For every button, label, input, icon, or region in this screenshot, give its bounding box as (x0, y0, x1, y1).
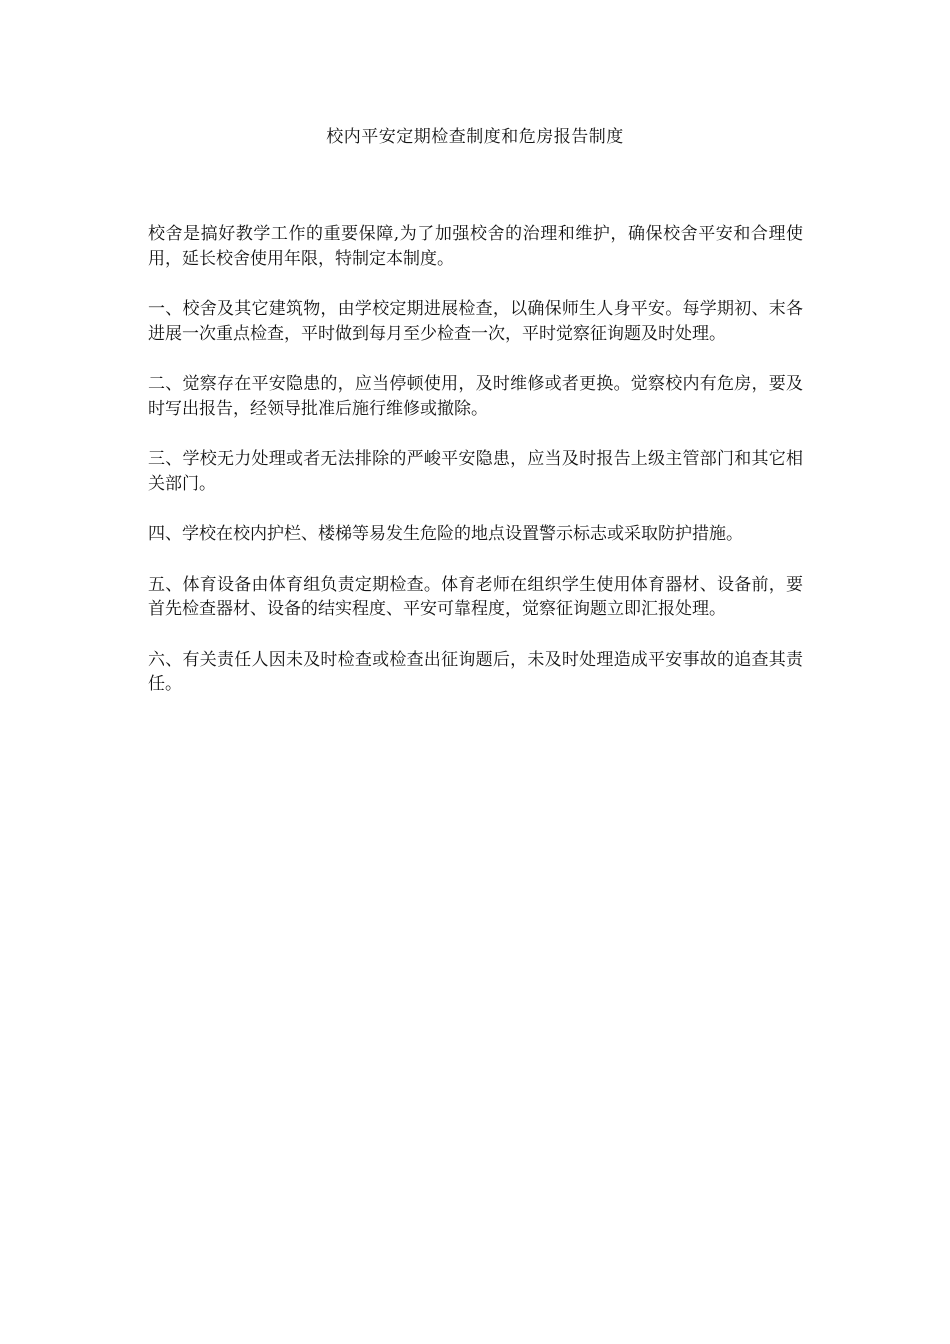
document-body (148, 222, 803, 723)
clause-4-paragraph: 四、学校在校内护栏、楼梯等易发生危险的地点设置警示标志或采取防护措施。 (148, 524, 743, 544)
document-title: 校内平安定期检查制度和危房报告制度 (326, 127, 624, 147)
clause-3-paragraph: 三、学校无力处理或者无法排除的严峻平安隐患，应当及时报告上级主管部门和其它相关部门。 (148, 449, 803, 494)
clause-5-paragraph: 五、体育设备由体育组负责定期检查。体育老师在组织学生使用体育器材、设备前，要首先检查器材、设备的结实程度、平安可靠程度，觉察征询题立即汇报处理。 (148, 574, 803, 619)
clause-1-paragraph: 一、校舍及其它建筑物，由学校定期进展检查，以确保师生人身平安。每学期初、末各进展一次重点检查，平时做到每月至少检查一次，平时觉察征询题及时处理。 (148, 299, 803, 344)
clause-2-paragraph: 二、觉察存在平安隐患的，应当停顿使用，及时维修或者更换。觉察校内有危房，要及时写出报告，经领导批准后施行维修或撤除。 (148, 374, 803, 419)
intro-paragraph: 校舍是搞好教学工作的重要保障,为了加强校舍的治理和维护，确保校舍平安和合理使用，延长校舍使用年限，特制定本制度。 (148, 224, 803, 269)
clause-6-paragraph: 六、有关责任人因未及时检查或检查出征询题后，未及时处理造成平安事故的追查其责任。 (148, 649, 803, 694)
